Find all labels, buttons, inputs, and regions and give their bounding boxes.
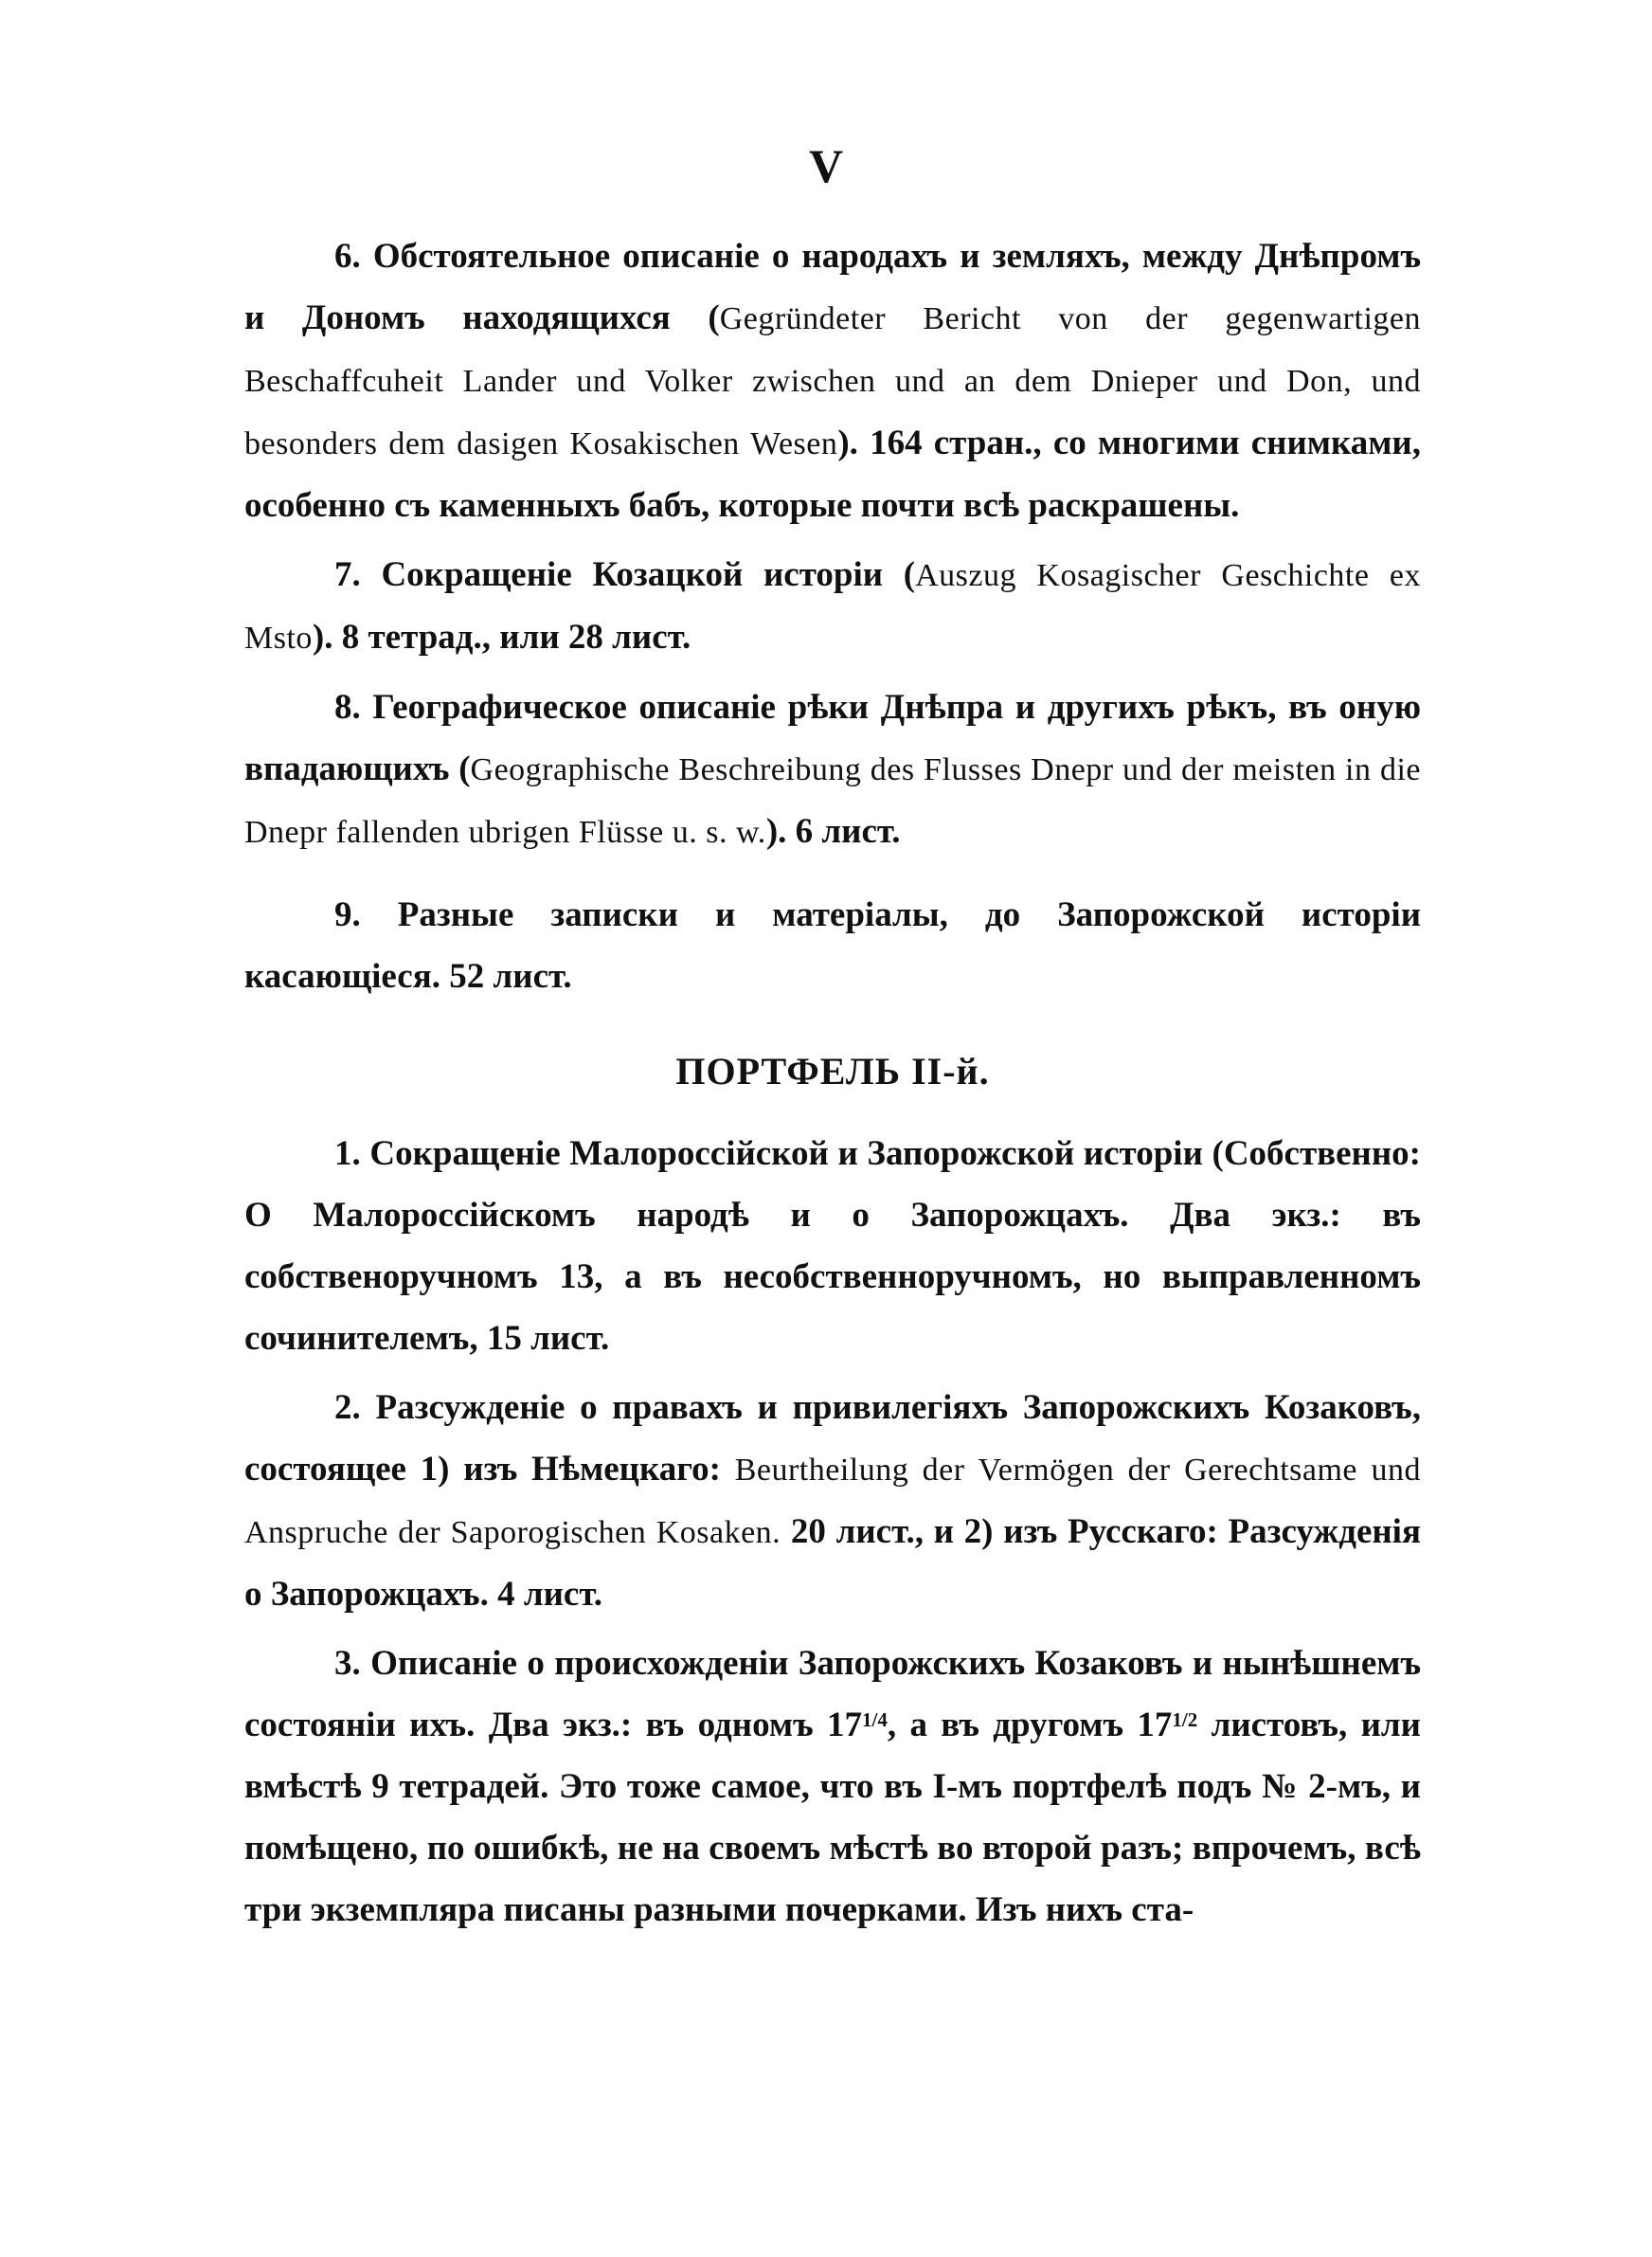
entry-text: Разсужденіе о правахъ и привилегіяхъ Запорожскихъ Козаковъ, состоящее 1) изъ Нѣмецкаго: — [244, 1388, 1422, 1489]
entry-9 — [244, 884, 1421, 1007]
entry-number: 8. — [334, 688, 361, 727]
entry-7 — [244, 544, 1421, 669]
section-heading: ПОРТФЕЛЬ II-й. — [675, 1050, 990, 1092]
entry-text-continued: листовъ, или вмѣстѣ 9 тетрадей. Это тоже самое, что въ I-мъ портфелѣ подъ № 2-мъ, и помѣщено, по ошибкѣ, не на своемъ мѣстѣ во второй разъ; впрочемъ, всѣ три экземпляра писаны разными почерками. Изъ нихъ ста- — [244, 1706, 1422, 1929]
entry-tail: ). 8 тетрад., или 28 лист. — [312, 618, 691, 657]
fraction-half: 1/2 — [1172, 1708, 1198, 1731]
entry-latin-title: Geographische Beschreibung des Flusses Dnepr und der meisten in die Dnepr fallenden ubrigen Flüsse u. s. w. — [244, 752, 1421, 850]
page-folio: V — [808, 139, 844, 192]
entry-number: 7. — [334, 555, 361, 594]
entry-text-continued: 20 лист., и 2) изъ Русскаго: Разсужденія о Запорожцахъ. 4 лист. — [244, 1512, 1421, 1614]
entry-p2-3 — [244, 1633, 1421, 1941]
fraction-quarter: 1/4 — [862, 1708, 888, 1731]
entry-6 — [244, 226, 1421, 536]
entry-latin-title: Auszug Kosagischer Geschichte ex Msto — [244, 558, 1421, 656]
entry-tail: ). 164 стран., со многими снимками, особенно съ каменныхъ бабъ, которые почти всѣ раскрашены. — [244, 424, 1421, 525]
entry-text: Сокращеніе Малороссійской и Запорожской исторіи (Собственно: О Малороссійскомъ народѣ и о Запорожцахъ. Два экз.: въ собственоручномъ 13, а въ несобственноручномъ, но выправленномъ сочинителемъ, 15 лист. — [244, 1134, 1421, 1358]
entry-number: 1. — [334, 1134, 361, 1173]
entry-number: 9. — [334, 895, 361, 934]
entry-8 — [244, 677, 1421, 863]
entry-number: 3. — [334, 1644, 361, 1683]
entry-title: Географическое описаніе рѣки Днѣпра и другихъ рѣкъ, въ оную впадающихъ ( — [244, 688, 1422, 788]
entry-p2-1 — [244, 1123, 1421, 1369]
entry-title: Сокращеніе Козацкой исторіи ( — [381, 555, 916, 594]
entry-tail: ). 6 лист. — [765, 812, 901, 851]
entry-number: 2. — [334, 1388, 361, 1427]
entry-title: Разные записки и матеріалы, до Запорожской исторіи касающіеся. 52 лист. — [244, 895, 1422, 996]
entry-title: Обстоятельное описаніе о народахъ и земляхъ, между Днѣпромъ и Дономъ находящихся ( — [244, 237, 1422, 337]
entry-latin-title: Beurtheilung der Vermögen der Gerechtsame und Anspruche der Saporogischen Kosaken. — [244, 1453, 1422, 1550]
entry-latin-title: Gegründeter Bericht von der gegenwartigen Beschaffcuheit Lander und Volker zwischen und an dem Dnieper und Don, und besonders dem dasigen Kosakischen Wesen — [244, 301, 1421, 461]
entry-number: 6. — [334, 237, 361, 276]
entry-p2-2 — [244, 1377, 1421, 1625]
entry-text: Описаніе о происхожденіи Запорожскихъ Козаковъ и нынѣшнемъ состояніи ихъ. Два экз.: въ одномъ 17 — [244, 1644, 1422, 1744]
entry-text-continued: , а въ другомъ 17 — [887, 1706, 1173, 1744]
page-text — [244, 226, 1421, 1941]
